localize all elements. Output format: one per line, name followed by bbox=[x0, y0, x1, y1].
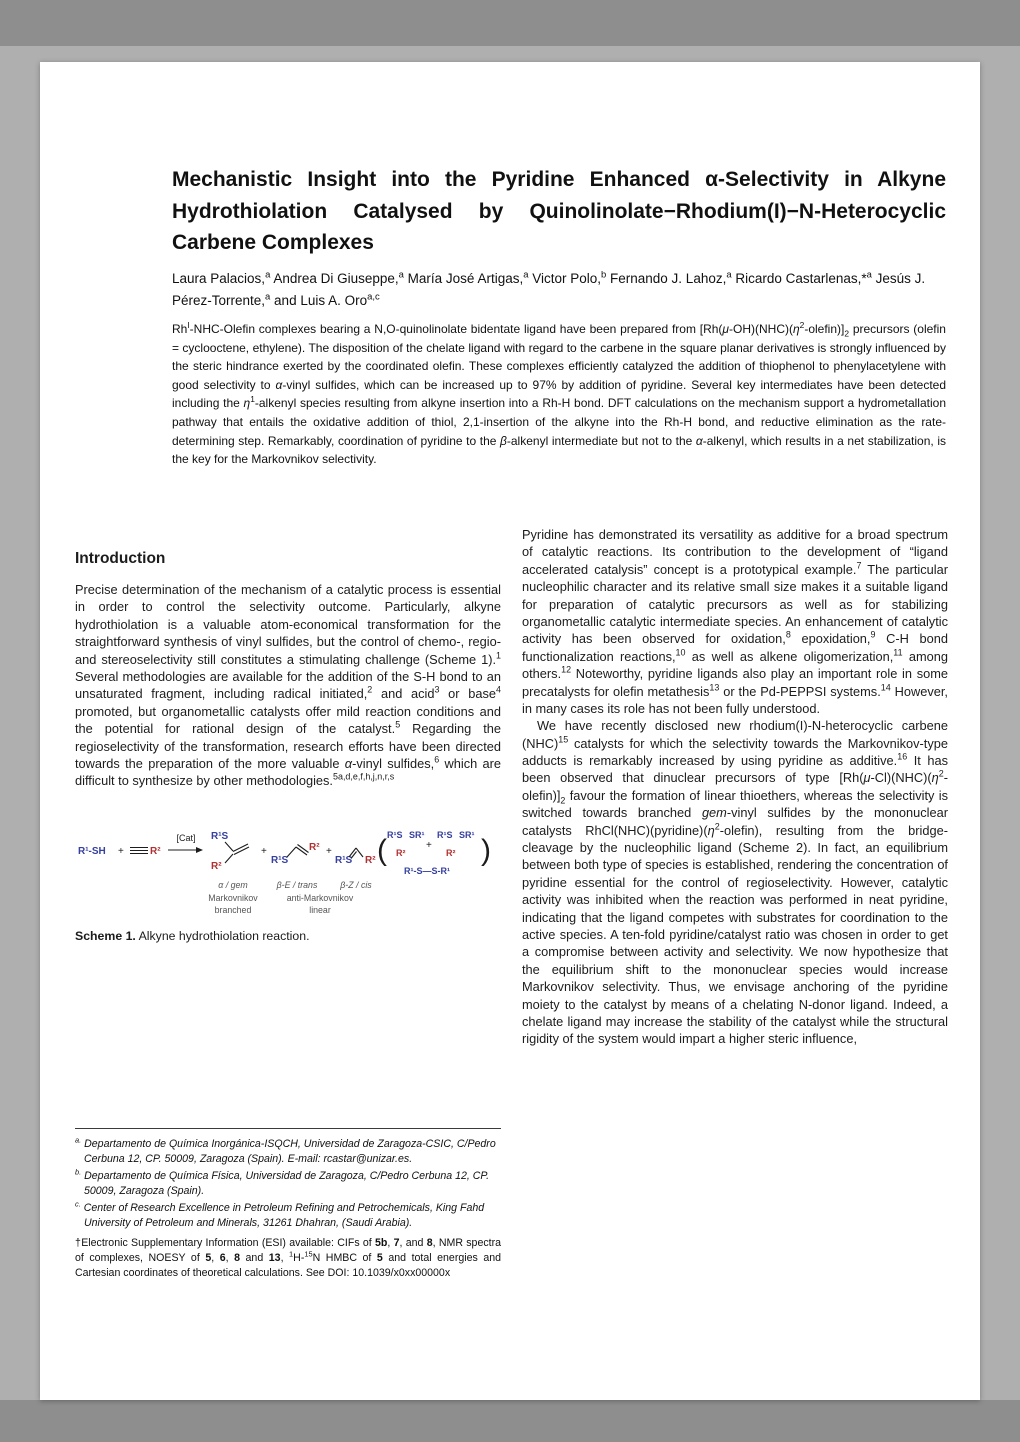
right-column-paragraph-2: We have recently disclosed new rhodium(I)-N-heterocyclic carbene (NHC)$^{15}$ catalysts for which the selectivity towards the Markovnikov-type adducts is remarkably increased by using pyridine as additive.$^{16}$ It has been observed that dinuclear precursors of type $[Rh(\mu-Cl)(NHC)(\eta^2-olefin)]_2$ favour the formation of linear thioethers, whereas the selectivity is switched towards branched gem-vinyl sulfides by the mononuclear catalysts $RhCl(NHC)(pyridine)(\eta^2-olefin)$, resulting from the bridge-cleavage by the nucleophilic ligand (Scheme 2). In fact, an equilibrium between both type of species is established, rendering the concentration of pyridine essential for the control of regioselectivity. However, catalytic activity was inhibited when the reaction was performed in neat pyridine, indicating that the ligand competes with substrates for coordination to the active species. A ten-fold pyridine/catalyst ratio was chosen in order to get a compromise between activity and selectivity. We now hypothesize that the equilibrium shift to the mononuclear species would increase Markovnikov selectivity. Thus, we envisage anchoring of the pyridine moiety to the catalyst by means of a chelating N-donor ligand. Indeed, a chelate ligand may increase the stability of the catalyst while the structural rigidity of the system would impart a higher steric influence, bbox=[522, 718, 949, 1047]
scheme-plus-sign-3: + bbox=[326, 845, 332, 857]
product3-sr-label: R¹S bbox=[335, 854, 353, 866]
scheme-catalyst-label: [Cat] bbox=[176, 832, 196, 843]
footnotes-block bbox=[75, 1128, 501, 1281]
affiliation-a-label: a. bbox=[75, 1135, 82, 1145]
affiliation-c bbox=[75, 1201, 501, 1231]
product1-r2-label: R² bbox=[211, 860, 222, 872]
beta-e-trans-label: β-E / trans bbox=[276, 879, 318, 890]
disulfide-label: R¹-S—S-R¹ bbox=[404, 865, 450, 876]
page-title: Mechanistic Insight into the Pyridine Enhanced α-Selectivity in Alkyne Hydrothiolation Catalysed by Quinolinolate−Rhodium(I)−N-Heterocyclic Carbene Complexes bbox=[172, 168, 946, 254]
title-block bbox=[172, 164, 946, 259]
byproductA-sr-label: R¹S bbox=[387, 829, 403, 840]
product1-skeleton bbox=[225, 842, 249, 863]
byproductB-sr-label: R¹S bbox=[437, 829, 453, 840]
product2-sr-label: R¹S bbox=[271, 854, 289, 866]
alpha-gem-label: α / gem bbox=[218, 879, 248, 890]
affiliation-b bbox=[75, 1169, 501, 1199]
affiliation-a bbox=[75, 1137, 501, 1167]
reaction-arrowhead bbox=[196, 847, 203, 853]
scheme-1-figure bbox=[75, 810, 501, 928]
affiliation-c-text: Center of Research Excellence in Petroleum Refining and Petrochemicals, King Fahd University of Petroleum and Minerals, 31261 Dhahran, (Saudi Arabia). bbox=[83, 1202, 485, 1230]
scheme-1-caption-text: Alkyne hydrothiolation reaction. bbox=[138, 928, 310, 943]
product2-skeleton bbox=[287, 844, 309, 857]
regiochemistry-labels bbox=[218, 880, 372, 890]
beta-z-cis-label: β-Z / cis bbox=[340, 879, 372, 890]
linear-label: linear bbox=[309, 904, 331, 915]
paren-open: ( bbox=[377, 833, 387, 867]
scheme-thiol-label: R¹-SH bbox=[78, 845, 106, 857]
byproductA-rs-label: SR¹ bbox=[409, 829, 425, 840]
right-column-paragraph-1: Pyridine has demonstrated its versatility as additive for a broad spectrum of catalytic reactions. Its contribution to the development of “ligand accelerated catalysis” concept is a prototypical example.$^7$ The particular nucleophilic character and its relative small size makes it a suitable ligand for preparation of catalytic precursors as well as for stabilizing organometallic catalytic intermediate species. An enhancement of catalytic activity has been observed for oxidation,$^8$ epoxidation,$^9$ C-H bond functionalization reactions,$^{10}$ as well as alkene oligomerization,$^{11}$ among others.$^{12}$ Noteworthy, pyridine ligands also play an important role in some precatalysts for olefin metathesis$^{13}$ or the Pd-PEPPSI systems.$^{14}$ However, in many cases its role has not been fully understood. bbox=[522, 527, 949, 716]
scheme-1-caption bbox=[75, 928, 501, 945]
footnote-rule bbox=[75, 1128, 501, 1129]
affiliation-a-text: Departamento de Química Inorgánica-ISQCH, Universidad de Zaragoza-CSIC, C/Pedro Cerbuna 12, CP. 50009, Zaragoza (Spain). E-mail: rcastar@unizar.es. bbox=[84, 1138, 496, 1166]
bottom-gray-band bbox=[0, 1400, 1020, 1442]
anti-markovnikov-label: anti-Markovnikov bbox=[286, 892, 354, 903]
affiliation-c-label: c. bbox=[75, 1199, 81, 1209]
introduction-paragraph: Precise determination of the mechanism of a catalytic process is essential in order to control the selectivity outcome. Particularly, alkyne hydrothiolation is a valuable atom-economical transformation for the straightforward synthesis of vinyl sulfides, but the control of chemo-, regio- and stereoselectivity still constitutes a stimulating challenge (Scheme 1).$^1$ Several methodologies are available for the addition of the S-H bond to an unsaturated fragment, including radical initiated,$^2$ and acid$^3$ or base$^4$ promoted, but organometallic catalysts offer mild reaction conditions and the potential for rational design of the catalyst.$^5$ Regarding the regioselectivity of the transformation, research efforts have been directed towards the preparation of the more valuable α-vinyl sulfides,$^6$ which are difficult to synthesize by other methodologies.$^{5a,d,e,f,h,j,n,r,s}$ bbox=[75, 582, 502, 789]
left-column bbox=[75, 548, 501, 944]
selectivity-labels bbox=[208, 893, 354, 915]
scheme-plus-sign: + bbox=[118, 845, 124, 857]
top-gray-band bbox=[0, 0, 1020, 46]
byproductB-rs-label: SR¹ bbox=[459, 829, 475, 840]
scheme-plus-sign-4: + bbox=[426, 839, 432, 851]
scheme-1-drawing bbox=[75, 810, 501, 928]
affiliation-b-label: b. bbox=[75, 1167, 82, 1177]
journal-page bbox=[40, 62, 980, 1400]
product1-sr-label: R¹S bbox=[211, 830, 229, 842]
esi-note: †Electronic Supplementary Information (ESI) available: CIFs of 5b, 7, and 8, NMR spectra of complexes, NOESY of 5, 6, 8 and 13, $^1$H-$^{15}$N HMBC of 5 and total energies and Cartesian coordinates of theoretical calculations. See DOI: 10.1039/x0xx00000x bbox=[75, 1237, 502, 1280]
product2-r2-label: R² bbox=[309, 841, 320, 853]
affiliation-b-text: Departamento de Química Física, Universidad de Zaragoza, C/Pedro Cerbuna 12, CP. 50009, Zaragoza (Spain). bbox=[84, 1170, 490, 1198]
paren-close: ) bbox=[481, 833, 491, 867]
alkyne-triple-bond bbox=[130, 847, 148, 853]
scheme-alkyne-r2-label: R² bbox=[150, 845, 161, 857]
section-heading-introduction: Introduction bbox=[75, 550, 166, 567]
authors-line: Laura Palacios,$^a$ Andrea Di Giuseppe,$^a$ María José Artigas,$^a$ Victor Polo,$^b$ Fernando J. Lahoz,$^a$ Ricardo Castarlenas,*$^a$ Jesús J. Pérez-Torrente,$^a$ and Luis A. Oro$^{a,c}$ bbox=[172, 269, 926, 308]
product3-r2-label: R² bbox=[365, 854, 376, 866]
branched-label: branched bbox=[214, 904, 252, 915]
abstract-paragraph: $Rh^I-NHC$-Olefin complexes bearing a N,O-quinolinolate bidentate ligand have been prepared from $[Rh(\mu-OH)(NHC)(\eta^2-olefin)]_2$ precursors (olefin = cyclooctene, ethylene). The disposition of the chelate ligand with regard to the carbene in the square planar derivatives is strongly influenced by the steric hindrance exerted by the coordinated olefin. These complexes efficiently catalyzed the addition of thiophenol to phenylacetylene with good selectivity to α-vinyl sulfides, which can be increased up to 97% by addition of pyridine. Several key intermediates have been detected including the $\eta^1$-alkenyl species resulting from alkyne insertion into a Rh-H bond. DFT calculations on the mechanism support a hydrometallation pathway that entails the oxidative addition of thiol, 2,1-insertion of the alkyne into the Rh-H bond, and reductive elimination as the rate-determining step. Remarkably, coordination of pyridine to the β-alkenyl intermediate but not to the α-alkenyl, which results in a net stabilization, is the key for the Markovnikov selectivity. bbox=[172, 320, 947, 467]
scheme-1-caption-label: Scheme 1. bbox=[75, 928, 136, 943]
markovnikov-label: Markovnikov bbox=[208, 892, 258, 903]
right-column bbox=[522, 526, 948, 1048]
byproductB-r2-label: R² bbox=[446, 847, 456, 858]
byproductA-r2-label: R² bbox=[396, 847, 406, 858]
scheme-plus-sign-2: + bbox=[261, 845, 267, 857]
